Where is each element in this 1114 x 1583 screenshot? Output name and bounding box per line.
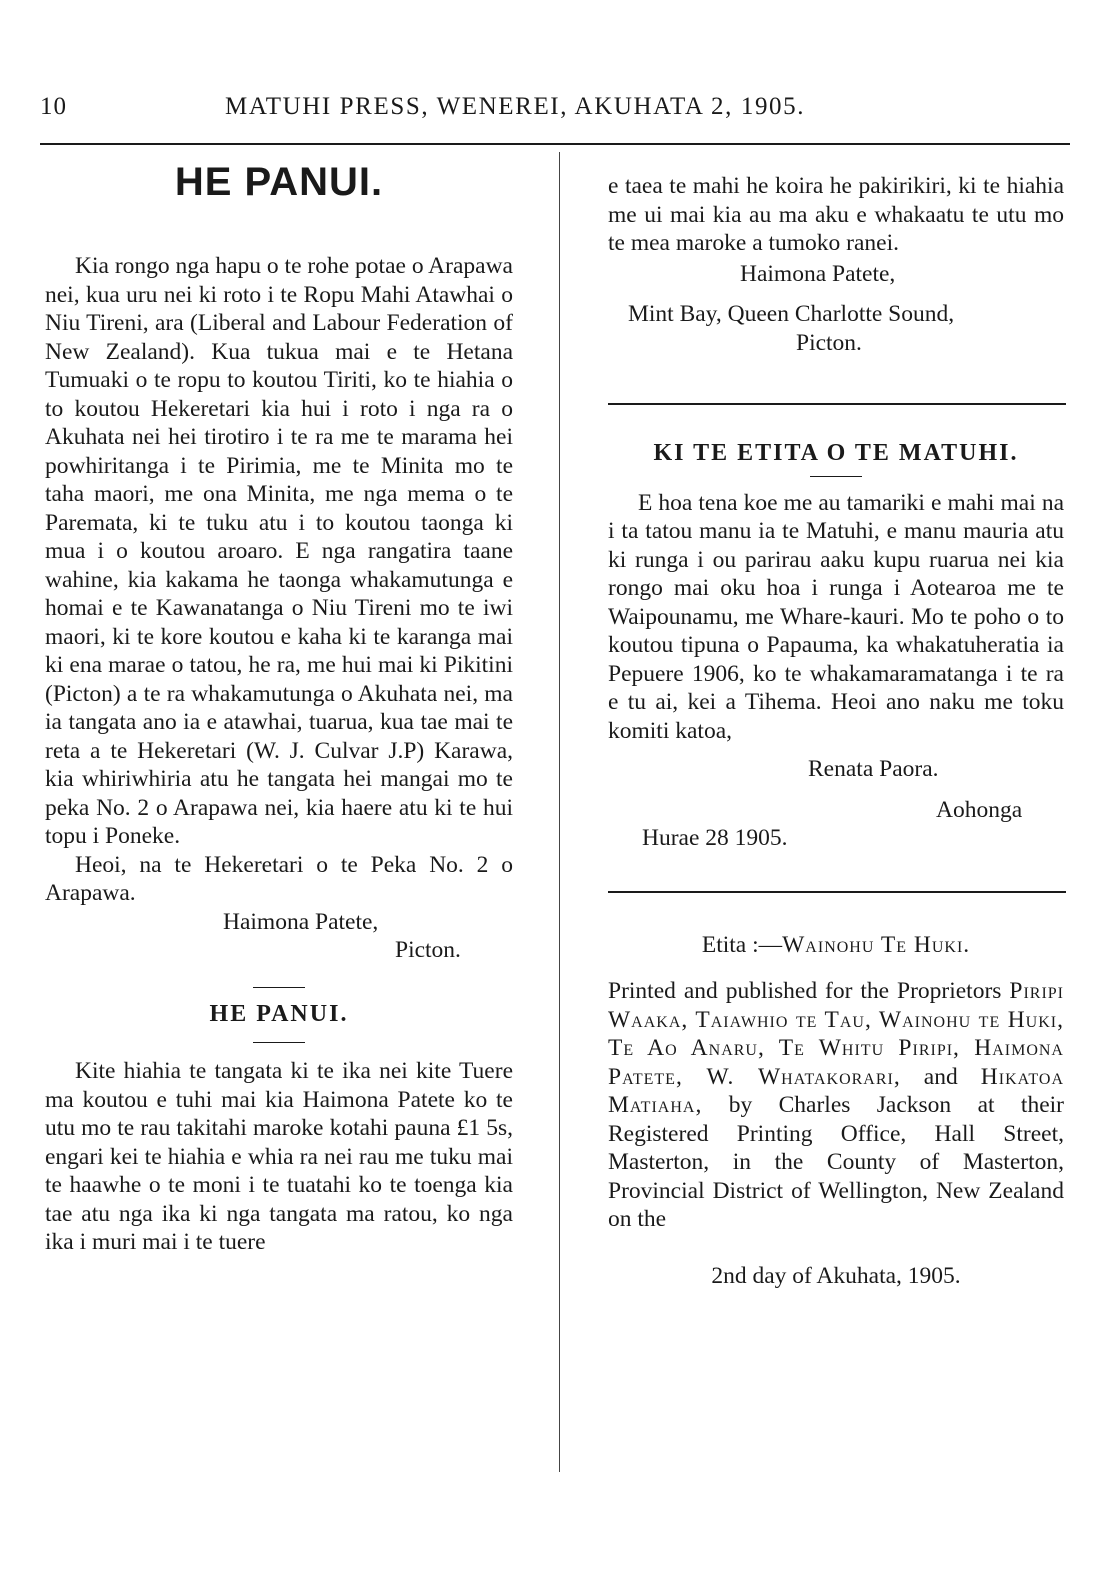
column-divider	[559, 152, 560, 1472]
imprint-proprietor-names: Piripi Waaka, Taiawhio te Tau, Wainohu te Huki, Te Ao Anaru, Te Whitu Piripi, Haimona Patete, W. Whatakorari,	[608, 978, 1064, 1090]
right-column	[608, 172, 1064, 1290]
notice-body-2: Kite hiahia te tangata ki te ika nei kite Tuere ma koutou e tuhi mai kia Haimona Patete ko te utu mo te rau takitahi maroke kotahi pauna £1 5s, engari kei te hiahia e whia ra nei rau me tuku mai te haawhe o te moni i te tuatahi ko te toenga kia tae atu nga ika ki nga tangata ma ratou, ko nga ika i muri mai i te tuere	[45, 1058, 513, 1255]
section-rule	[608, 403, 1066, 405]
imprint-intro: Printed and published for the Proprietors	[608, 978, 1010, 1004]
letter-date: Hurae 28 1905.	[642, 825, 788, 851]
imprint-text	[608, 977, 1064, 1234]
page-header	[40, 93, 1070, 133]
notice-signature-name: Haimona Patete,	[223, 908, 379, 935]
notice-heading: HE PANUI.	[174, 160, 384, 204]
notice-heading-2: HE PANUI.	[209, 1000, 349, 1027]
notice-continued-signature-place: Mint Bay, Queen Charlotte Sound,	[628, 301, 955, 327]
notice-continued-body: e taea te mahi he koira he pakirikiri, ki te hiahia me ui mai kia au ma aku e whakaatu te utu mo te mea maroke a tumoko ranei.	[608, 173, 1064, 256]
editor-name: Wainohu Te Huki.	[782, 931, 971, 958]
masthead: MATUHI PRESS, WENEREI, AKUHATA 2, 1905.	[225, 93, 806, 120]
separator-rule	[253, 987, 305, 988]
notice-signature-place: Picton.	[395, 937, 461, 963]
editor-label: Etita :—	[701, 931, 783, 958]
separator-rule	[810, 476, 862, 477]
notice-body: Kia rongo nga hapu o te rohe potae o Arapawa nei, kua uru nei ki roto i te Ropu Mahi Atawhai o Niu Tireni, ara (Liberal and Labour Federation of New Zealand). Kua tukua mai e te Hetana Tumuaki o te ropu to koutou Tiriti, ko te hiahia o to koutou Hekeretari kia hui i roto i nga ra o Akuhata nei hei tirotiro i te ra me te marama hei powhiritanga i te Pirimia, me te Minita mo te taha maori, me ona Minita, me nga mema o te Paremata, ki te tuku atu i to koutou taonga ki mua i o koutou aroaro. E nga rangatira taane wahine, kia kakama he taonga whakamutunga e homai e te Kawanatanga o Niu Tireni mo te iwi maori, ki te kore koutou e kaha ki te karanga mai ki ena marae o tatou, he ra, me hui mai ki Pikitini (Picton) a te ra whakamutunga o Akuhata nei, ma ia tangata ano ia e atawhai, tuarua, kua tae mai te reta a te Hekeretari (W. J. Culvar J.P) Karawa, kia whiriwhiria atu he tangata hei mangai mo te peka No. 2 o Arapawa nei, kia haere atu ki te hui topu i Poneke.	[45, 253, 513, 849]
letter-place: Aohonga	[936, 796, 1023, 823]
section-rule	[608, 891, 1066, 893]
separator-rule	[253, 1042, 305, 1043]
imprint-last-proprietor: Hikatoa Matiaha,	[608, 1063, 1064, 1118]
letter-heading: KI TE ETITA O TE MATUHI.	[653, 440, 1019, 466]
left-column	[45, 160, 513, 1257]
imprint-date: 2nd day of Akuhata, 1905.	[711, 1262, 961, 1289]
page-number: 10	[40, 93, 67, 120]
imprint-and: and	[900, 1063, 981, 1090]
notice-continued-signature-town: Picton.	[796, 329, 862, 356]
notice-continued-signature-name: Haimona Patete,	[740, 260, 896, 287]
header-rule	[40, 143, 1070, 145]
editor-line	[608, 931, 1064, 960]
imprint-printer: by Charles Jackson at their Registered Printing Office, Hall Street, Masterton, in the County of Masterton, Provincial District of Wellington, New Zealand on the	[608, 1092, 1064, 1232]
letter-signature: Renata Paora.	[808, 756, 939, 782]
notice-closing: Heoi, na te Hekeretari o te Peka No. 2 o Arapawa.	[45, 851, 513, 906]
letter-body: E hoa tena koe me au tamariki e mahi mai na i ta tatou manu ia te Matuhi, e manu mauria atu ki runga i ou parirau aaku kupu ruarua nei kia rongo mai oku hoa i runga i Aotearoa me te Waipounamu, me Whare-kauri. Mo te poho o to koutou tipuna o Papauma, ka whakatuheratia ia Pepuere 1906, ko te whakamaramatanga i te ra e tu ai, kei a Tihema. Heoi ano naku me toku komiti katoa,	[608, 489, 1064, 744]
